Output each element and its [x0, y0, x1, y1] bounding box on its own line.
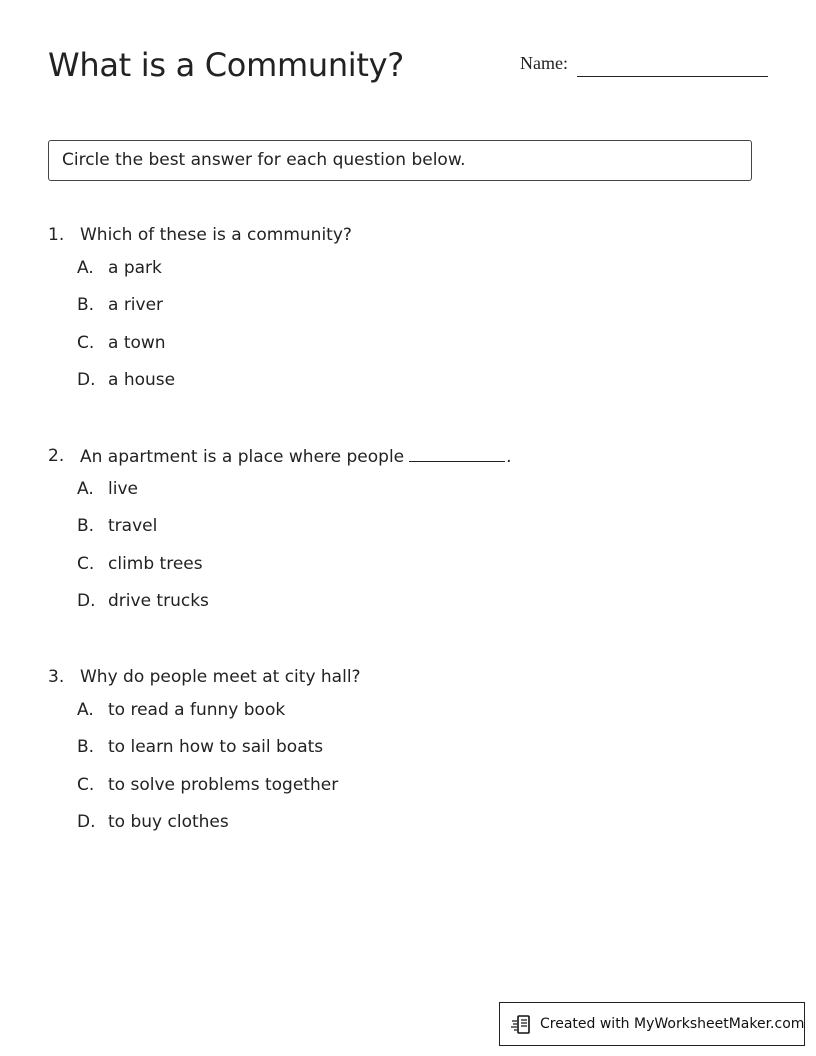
option-text: live [108, 479, 138, 499]
name-blank-line [577, 76, 768, 77]
option-text: a town [108, 332, 166, 353]
option-text: a park [108, 258, 162, 278]
question-number: 1. [48, 225, 65, 245]
option-text: a river [108, 295, 164, 316]
instructions-box: Circle the best answer for each question below. [48, 140, 752, 181]
option-text: to learn how to sail boats [108, 737, 324, 758]
option-letter: D. [77, 590, 96, 611]
question-number: 3. [48, 667, 65, 687]
option-text: to solve problems together [108, 774, 339, 795]
question-1 [48, 222, 768, 390]
option-text: travel [108, 516, 158, 537]
option-letter: A. [77, 258, 94, 278]
question-text [80, 443, 512, 470]
option-letter: B. [77, 737, 95, 758]
option-text: climb trees [108, 553, 203, 574]
worksheet-maker-logo-icon [511, 1014, 533, 1036]
option-text: drive trucks [108, 590, 209, 611]
question-2 [48, 443, 768, 611]
option-letter: B. [77, 295, 95, 316]
question-text-before-blank: An apartment is a place where people [80, 447, 405, 467]
question-number: 2. [48, 446, 65, 466]
option-text: to read a funny book [108, 700, 286, 720]
option-letter: B. [77, 516, 95, 537]
question-3-prompt [48, 664, 768, 690]
answer-blank [409, 443, 505, 462]
option-letter: D. [77, 811, 96, 832]
question-1-prompt [48, 222, 768, 248]
option-letter: D. [77, 369, 96, 390]
question-text-after-blank: . [506, 447, 512, 467]
name-field [520, 53, 770, 79]
footer-badge[interactable] [499, 1002, 805, 1046]
option-letter: A. [77, 700, 94, 720]
footer-credit-text: Created with MyWorksheetMaker.com [540, 1016, 805, 1032]
option-letter: C. [77, 332, 95, 353]
option-text: to buy clothes [108, 811, 229, 832]
question-text: Which of these is a community? [80, 225, 352, 245]
question-2-prompt [48, 443, 768, 469]
question-text: Why do people meet at city hall? [80, 667, 361, 687]
question-3 [48, 664, 768, 832]
option-letter: C. [77, 774, 95, 795]
option-text: a house [108, 369, 176, 390]
option-letter: A. [77, 479, 94, 499]
name-label: Name: [520, 53, 568, 73]
page-title: What is a Community? [48, 46, 404, 84]
option-letter: C. [77, 553, 95, 574]
